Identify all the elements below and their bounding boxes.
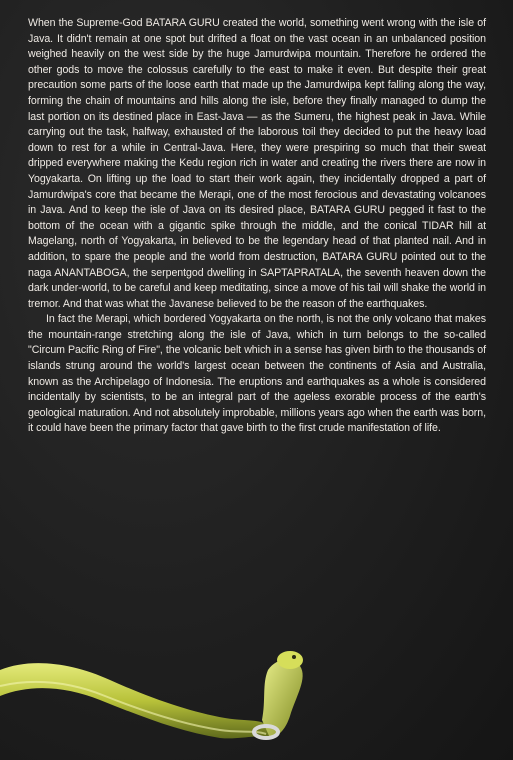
paragraph-creation-myth: When the Supreme-God BATARA GURU created the world, something went wrong with the isle of Java. It didn't remain at one spot but drifted a float on the vast ocean in an unbalanced position weighed heavily on the west side by the huge Jamurdwipa mountain. Therefore he ordered the other gods to move the colossus carefully to the east to make it even. But despite their great precaution some parts of the loose earth that made up the Jamurdwipa kept falling along the way, forming the chain of mountains and hills along the isle, before they finally managed to dump the last portion on its destined place in East-Java — as the Sumeru, the highest peak in Java. While carrying out the task, halfway, exhausted of the laborous toil they decided to put the heavy load down to rest for a while in Central-Java. Here, they were prespiring so much that their sweat dripped everywhere making the Kedu region rich in water and creating the rivers there are now in Yogyakarta. On lifting up the load to start their work again, they incidentally dropped a part of Jamurdwipa's core that became the Merapi, one of the most ferocious and devastating volcanoes in Java. And to keep the isle of Java on its desired place, BATARA GURU pegged it fast to the bottom of the ocean with a gigantic spike through the middle, and the conical TIDAR hill at Magelang, north of Yogyakarta, in believed to be the legendary head of that planted nail. And in addition, to spare the people and the world from destruction, BATARA GURU pointed out to the naga ANANTABOGA, the serpentgod dwelling in SAPTAPRATALA, the seventh heaven down the dark under-world, to be careful and keep meditating, since a move of his tail will shake the world in tremor. And that was what the Javanese believed to be the reason of the earthquakes. <box>28 17 486 310</box>
serpent-illustration <box>0 600 513 760</box>
paragraph-ring-of-fire: In fact the Merapi, which bordered Yogyakarta on the north, is not the only volcano that makes the mountain-range stretching along the isle of Java, which in turn belongs to the so-called "Circum Pacific Ring of Fire", the volcanic belt which in a sense has given birth to the thousands of islands strung around the world's largest ocean between the continents of Asia and Australia, known as the Archipelago of Indonesia. The eruptions and earthquakes as a whole is considered incidentally by scientists, to be an integral part of the ageless exorable process of the earth's geological maturation. And not absolutely improbable, millions years ago when the earth was born, it could have been the primary factor that gave birth to the first crude manifestation of life. <box>28 313 486 435</box>
serpent-eye <box>292 655 296 659</box>
body-text <box>28 16 486 437</box>
serpent-head <box>277 651 303 669</box>
serpent-body <box>0 663 270 738</box>
